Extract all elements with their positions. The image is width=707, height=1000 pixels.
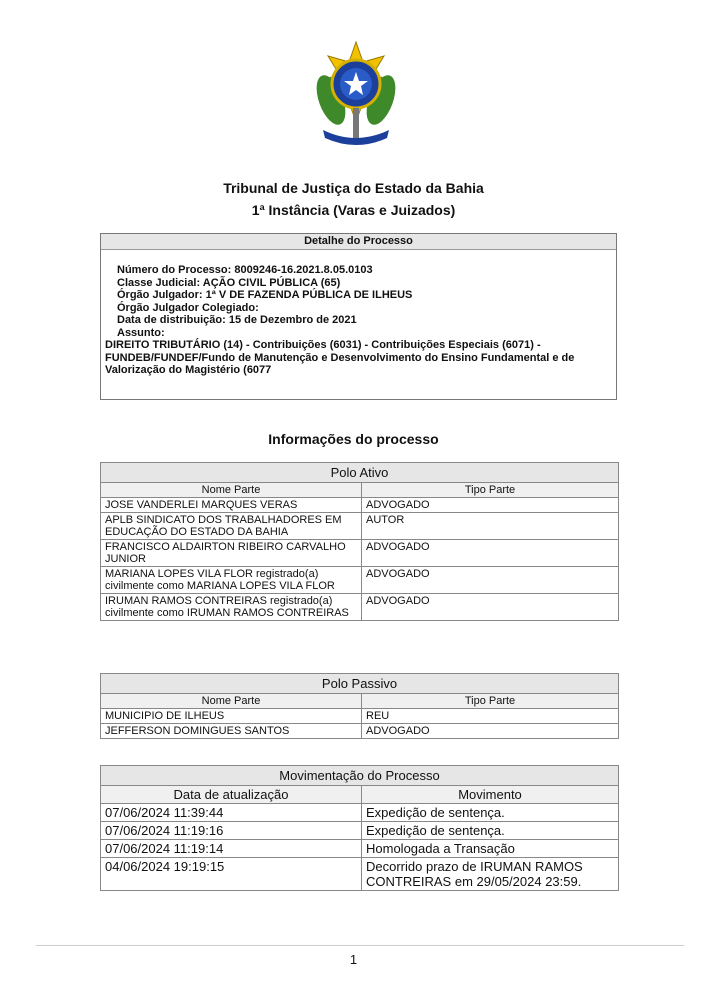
table-row <box>101 840 619 858</box>
mov-movimento: Decorrido prazo de IRUMAN RAMOS CONTREIRAS em 29/05/2024 23:59. <box>362 858 619 891</box>
polo-passivo-col-tipo: Tipo Parte <box>362 694 619 709</box>
movimentacao-col-mov: Movimento <box>362 786 619 804</box>
info-title: Informações do processo <box>268 431 439 447</box>
detalhe-processo-box <box>100 233 617 400</box>
table-row <box>101 513 619 540</box>
table-row <box>101 540 619 567</box>
assunto-label: Assunto: <box>117 326 165 339</box>
polo-ativo-col-nome: Nome Parte <box>101 483 362 498</box>
parte-nome: MUNICIPIO DE ILHEUS <box>101 709 362 724</box>
parte-tipo: ADVOGADO <box>362 540 619 567</box>
parte-tipo: ADVOGADO <box>362 498 619 513</box>
table-row <box>101 858 619 891</box>
table-row <box>101 709 619 724</box>
orgao-julgador: Órgão Julgador: 1ª V DE FAZENDA PÚBLICA DE ILHEUS <box>117 289 413 301</box>
table-row <box>101 567 619 594</box>
parte-nome: APLB SINDICATO DOS TRABALHADORES EM EDUCAÇÃO DO ESTADO DA BAHIA <box>101 513 362 540</box>
parte-tipo: AUTOR <box>362 513 619 540</box>
polo-ativo-table <box>100 462 619 621</box>
polo-passivo-table <box>100 673 619 739</box>
assunto-text: DIREITO TRIBUTÁRIO (14) - Contribuições (6031) - Contribuições Especiais (6071) - FUNDEB/FUNDEF/Fundo de Manutenção e Desenvolvimento do Ensino Fundamental e de Valorização do Magistério (6077 <box>105 339 575 376</box>
mov-data: 07/06/2024 11:19:14 <box>101 840 362 858</box>
detalhe-body <box>101 250 616 377</box>
court-title: Tribunal de Justiça do Estado da Bahia <box>223 180 484 196</box>
table-row <box>101 822 619 840</box>
mov-data: 07/06/2024 11:19:16 <box>101 822 362 840</box>
parte-nome: MARIANA LOPES VILA FLOR registrado(a) civilmente como MARIANA LOPES VILA FLOR <box>101 567 362 594</box>
mov-movimento: Expedição de sentença. <box>362 804 619 822</box>
polo-ativo-col-tipo: Tipo Parte <box>362 483 619 498</box>
data-distribuicao: Data de distribuição: 15 de Dezembro de 2021 <box>117 314 357 326</box>
parte-tipo: ADVOGADO <box>362 724 619 739</box>
parte-nome: JEFFERSON DOMINGUES SANTOS <box>101 724 362 739</box>
movimentacao-table <box>100 765 619 891</box>
movimentacao-col-data: Data de atualização <box>101 786 362 804</box>
table-row <box>101 594 619 621</box>
table-row <box>101 724 619 739</box>
mov-movimento: Homologada a Transação <box>362 840 619 858</box>
parte-nome: FRANCISCO ALDAIRTON RIBEIRO CARVALHO JUNIOR <box>101 540 362 567</box>
polo-ativo-caption: Polo Ativo <box>101 463 619 483</box>
table-row <box>101 498 619 513</box>
orgao-julgador-colegiado: Órgão Julgador Colegiado: <box>117 301 259 314</box>
parte-tipo: ADVOGADO <box>362 567 619 594</box>
footer-divider <box>36 945 684 946</box>
polo-passivo-col-nome: Nome Parte <box>101 694 362 709</box>
parte-nome: JOSE VANDERLEI MARQUES VERAS <box>101 498 362 513</box>
coat-of-arms-brazil-icon <box>311 40 401 150</box>
instance-title: 1ª Instância (Varas e Juizados) <box>251 202 456 218</box>
classe-judicial: Classe Judicial: AÇÃO CIVIL PÚBLICA (65) <box>117 276 341 289</box>
table-row <box>101 804 619 822</box>
mov-movimento: Expedição de sentença. <box>362 822 619 840</box>
parte-tipo: REU <box>362 709 619 724</box>
polo-passivo-caption: Polo Passivo <box>101 674 619 694</box>
numero-processo: Número do Processo: 8009246-16.2021.8.05.0103 <box>117 264 373 276</box>
parte-nome: IRUMAN RAMOS CONTREIRAS registrado(a) civilmente como IRUMAN RAMOS CONTREIRAS <box>101 594 362 621</box>
page-number: 1 <box>349 952 358 967</box>
mov-data: 07/06/2024 11:39:44 <box>101 804 362 822</box>
parte-tipo: ADVOGADO <box>362 594 619 621</box>
movimentacao-caption: Movimentação do Processo <box>101 766 619 786</box>
detalhe-heading: Detalhe do Processo <box>101 234 616 250</box>
mov-data: 04/06/2024 19:19:15 <box>101 858 362 891</box>
